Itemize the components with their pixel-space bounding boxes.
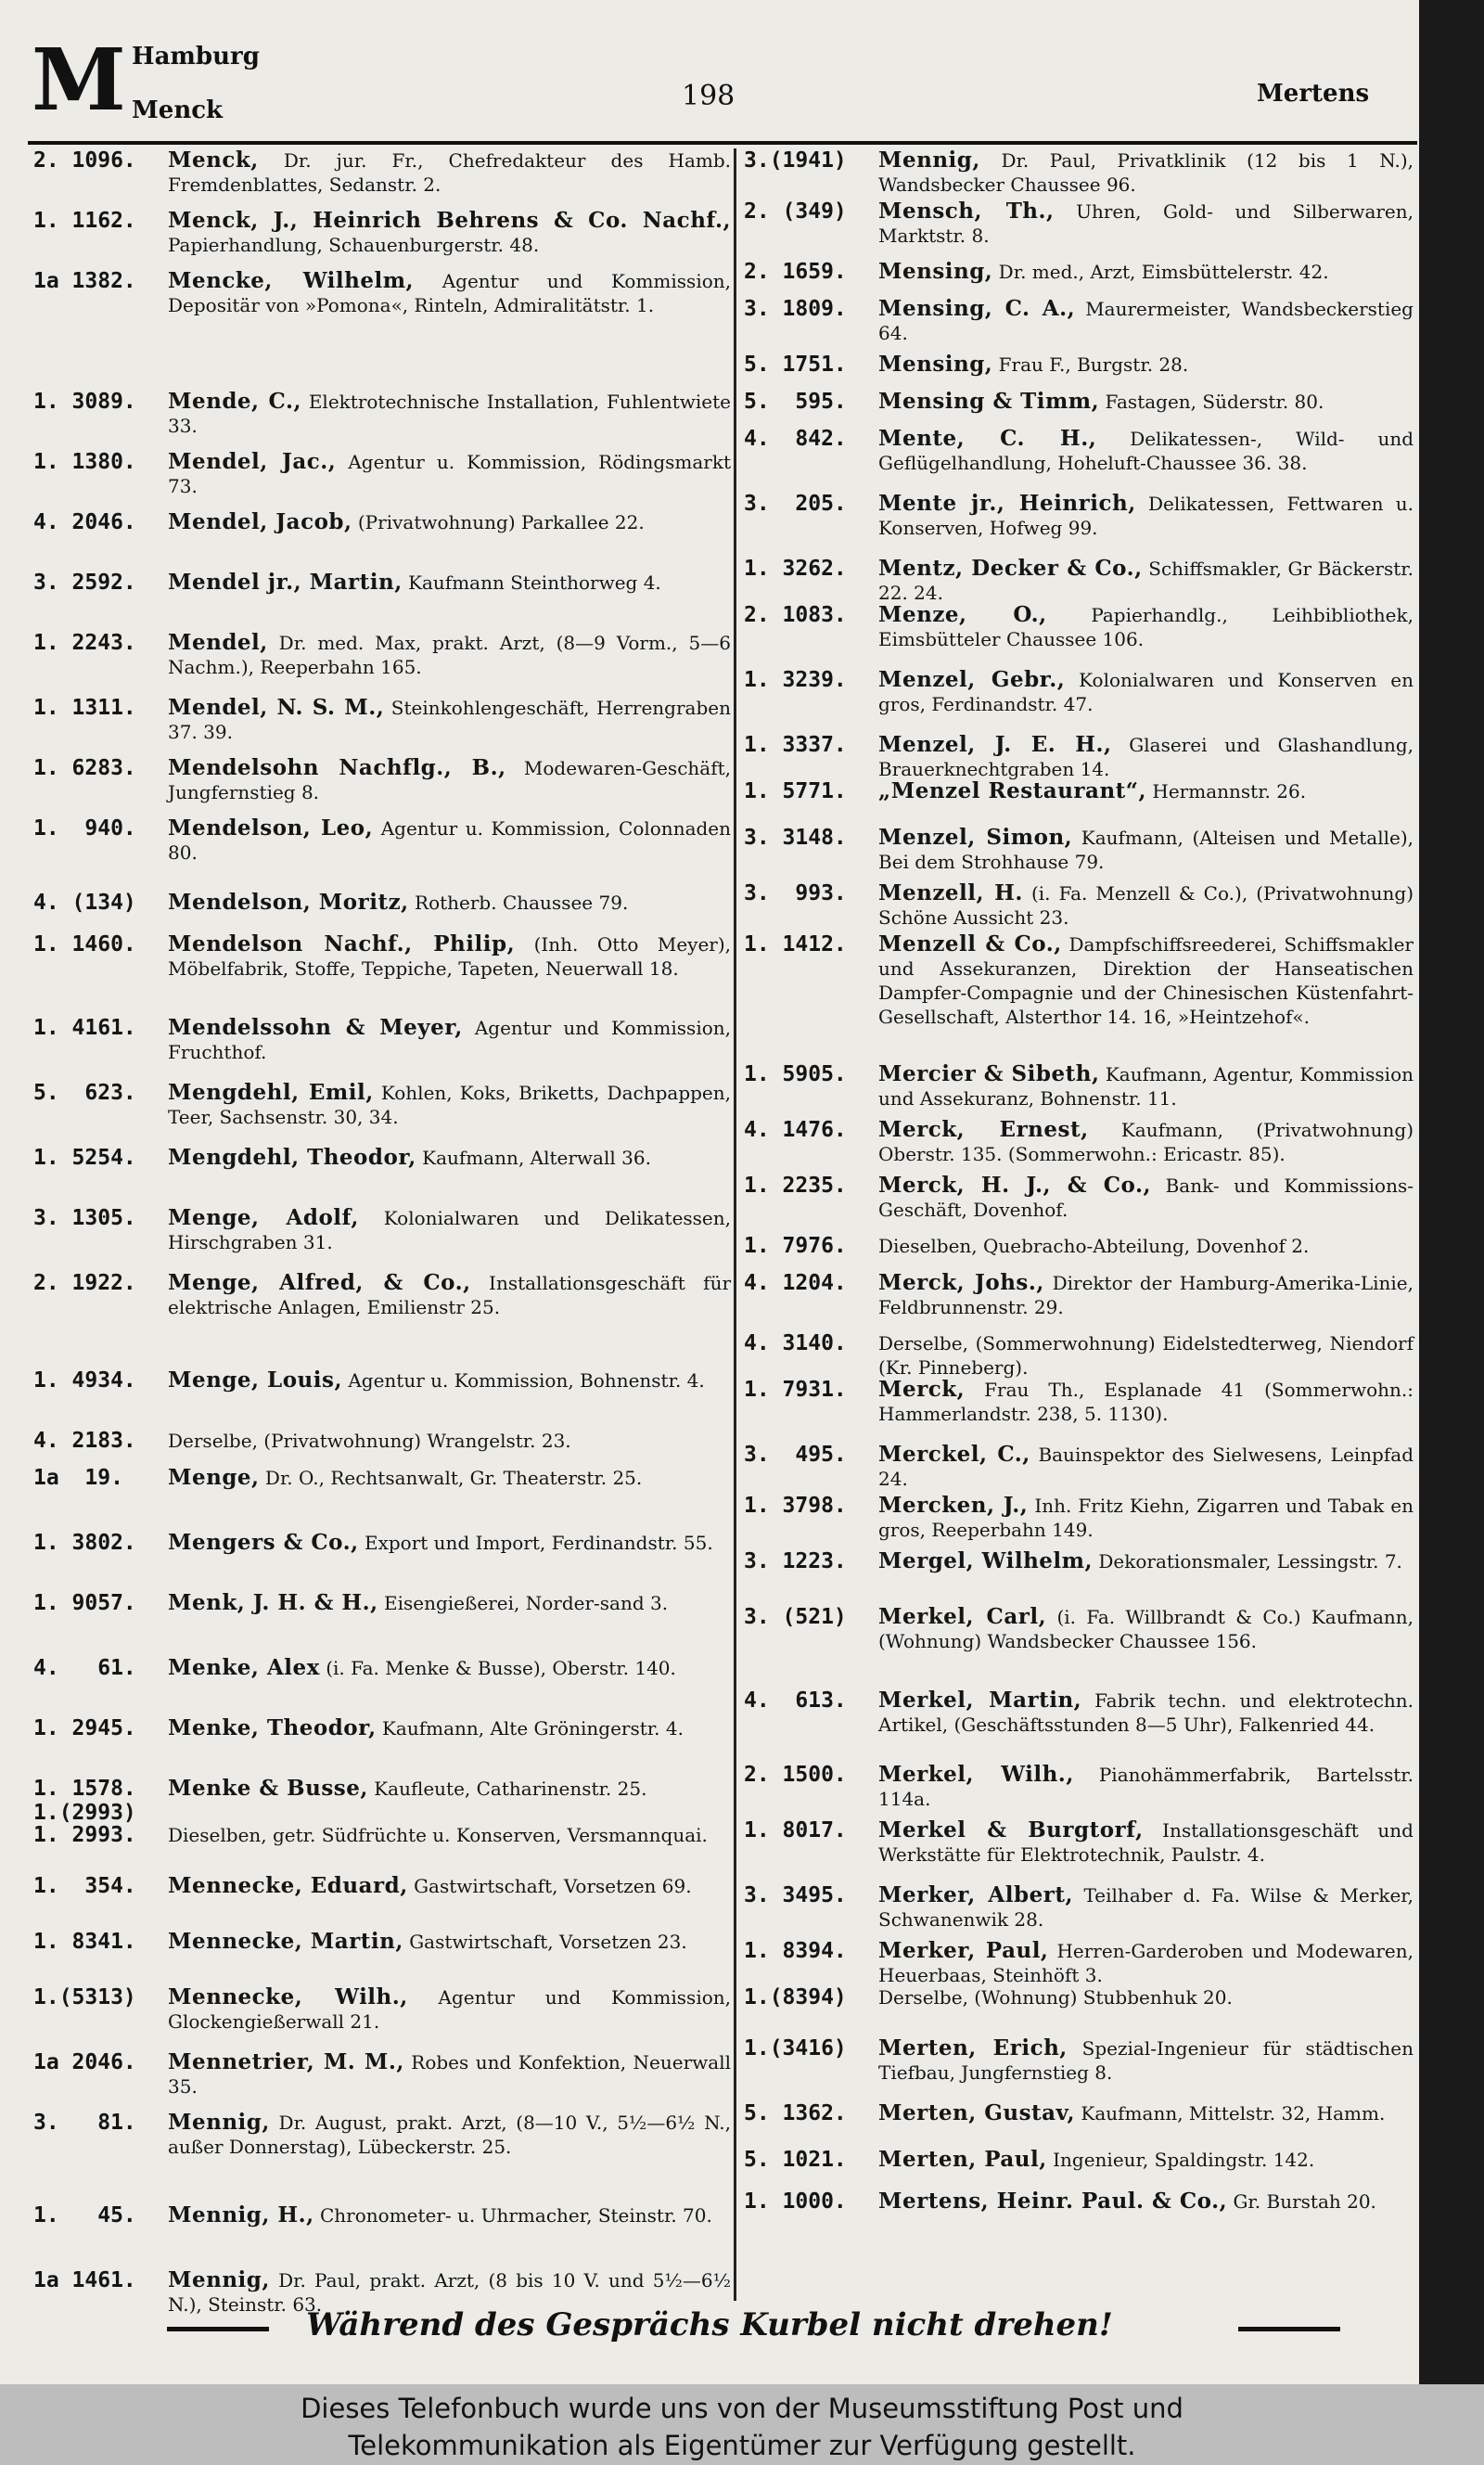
- directory-entry: [33, 891, 731, 915]
- subscriber-details: Papierhandlg., Leihbibliothek, Eimsbütteler Chaussee 106.: [878, 604, 1414, 650]
- subscriber-name: Menzel, J. E. H.,: [878, 732, 1112, 757]
- directory-entry: [33, 1016, 731, 1064]
- directory-entry: [744, 1763, 1414, 1811]
- phone-number: 1. 2235.: [744, 1174, 847, 1198]
- phone-number: 3. 495.: [744, 1443, 847, 1467]
- subscriber-name: Menge, Adolf,: [168, 1205, 359, 1230]
- directory-entry: [33, 390, 731, 438]
- subscriber-name: Mercier & Sibeth,: [878, 1061, 1100, 1086]
- phone-number: 2. 1922.: [33, 1271, 136, 1295]
- subscriber-name: Mennecke, Martin,: [168, 1929, 403, 1954]
- phone-number: 2. 1659.: [744, 260, 847, 284]
- phone-number: 4. 613.: [744, 1688, 847, 1713]
- subscriber-name: Mendel jr., Martin,: [168, 570, 403, 595]
- subscriber-details: Chronometer- u. Uhrmacher, Steinstr. 70.: [319, 2204, 712, 2227]
- subscriber-name: Mensing, C. A.,: [878, 296, 1076, 321]
- subscriber-details: (i. Fa. Menke & Busse), Oberstr. 140.: [326, 1657, 676, 1679]
- subscriber-name: Mennig,: [168, 2110, 270, 2135]
- directory-entry: [744, 2148, 1414, 2172]
- directory-entry: [33, 510, 731, 534]
- subscriber-name: Mensing,: [878, 352, 993, 377]
- subscriber-name: Merkel & Burgtorf,: [878, 1817, 1144, 1842]
- directory-entry: [744, 2189, 1414, 2214]
- directory-entry: [33, 1776, 731, 1825]
- subscriber-name: Merkel, Martin,: [878, 1688, 1082, 1713]
- subscriber-details: Dieselben, Quebracho-Abteilung, Dovenhof 2.: [878, 1235, 1310, 1257]
- subscriber-name: Mennecke, Eduard,: [168, 1873, 408, 1898]
- directory-entry: [744, 826, 1414, 874]
- directory-entry: [744, 1062, 1414, 1111]
- subscriber-name: Mennig,: [168, 2267, 270, 2292]
- directory-entry: [744, 1378, 1414, 1426]
- directory-entry: [33, 148, 731, 197]
- subscriber-details: Dampfschiffsreederei, Schiffsmakler und Assekuranzen, Direktion der Hanseatischen Dampfer-Compagnie und der Chinesischen Küstenfahrt-Gesellschaft, Alsterthor 14. 16, »Heintzehof«.: [878, 933, 1414, 1028]
- phone-number: 1. 4934.: [33, 1368, 136, 1393]
- directory-entry: [744, 1985, 1414, 2009]
- directory-entry: [33, 450, 731, 498]
- directory-entry: [744, 353, 1414, 377]
- subscriber-name: Merten, Gustav,: [878, 2100, 1076, 2125]
- subscriber-details: Kaufmann, Alterwall 36.: [422, 1147, 651, 1169]
- subscriber-name: Mendelson Nachf., Philip,: [168, 931, 516, 956]
- subscriber-details: Dr. med. Max, prakt. Arzt, (8—9 Vorm., 5—6 Nachm.), Reeperbahn 165.: [168, 632, 731, 678]
- phone-number: 4. 61.: [33, 1656, 136, 1680]
- subscriber-name: Merck, H. J., & Co.,: [878, 1173, 1151, 1198]
- subscriber-name: Mentz, Decker & Co.,: [878, 556, 1143, 581]
- subscriber-details: Uhren, Gold- und Silberwaren, Marktstr. 8.: [878, 200, 1414, 247]
- directory-entry: [744, 557, 1414, 605]
- directory-entry: [744, 1818, 1414, 1867]
- phone-number: 5. 1751.: [744, 353, 847, 377]
- directory-entry: [33, 932, 731, 981]
- subscriber-name: „Menzel Restaurant“,: [878, 778, 1147, 803]
- directory-entry: [744, 1605, 1414, 1653]
- subscriber-name: Mencke, Wilhelm,: [168, 268, 415, 293]
- subscriber-name: Mendel,: [168, 630, 268, 655]
- phone-number: 1.(5313): [33, 1985, 136, 2009]
- subscriber-name: Merten, Paul,: [878, 2147, 1047, 2172]
- directory-entry: [744, 1174, 1414, 1222]
- phone-number: 1. 5905.: [744, 1062, 847, 1086]
- subscriber-details: Papierhandlung, Schauenburgerstr. 48.: [168, 234, 540, 256]
- phone-number: 3. 993.: [744, 881, 847, 905]
- subscriber-details: (i. Fa. Willbrandt & Co.) Kaufmann, (Wohnung) Wandsbecker Chaussee 156.: [878, 1606, 1414, 1652]
- directory-entry: [33, 2203, 731, 2227]
- subscriber-details: Dr. Paul, prakt. Arzt, (8 bis 10 V. und 5½—6½ N.), Steinstr. 63.: [168, 2269, 731, 2316]
- directory-entry: [744, 260, 1414, 284]
- subscriber-name: Merckel, C.,: [878, 1442, 1030, 1467]
- subscriber-details: Derselbe, (Wohnung) Stubbenhuk 20.: [878, 1986, 1233, 2009]
- directory-entry: [744, 2101, 1414, 2125]
- subscriber-details: Fastagen, Süderstr. 80.: [1105, 391, 1324, 413]
- subscriber-details: Fabrik techn. und elektrotechn. Artikel, (Geschäftsstunden 8—5 Uhr), Falkenried 44.: [878, 1689, 1414, 1736]
- subscriber-name: Mercken, J.,: [878, 1493, 1029, 1518]
- phone-number: 1. 2243.: [33, 631, 136, 655]
- subscriber-details: Agentur und Kommission, Depositär von »Pomona«, Rinteln, Admiralitätstr. 1.: [168, 270, 731, 316]
- subscriber-name: Mendel, Jacob,: [168, 509, 352, 534]
- phone-number: 1. 354.: [33, 1874, 136, 1898]
- phone-number: 1. 1000.: [744, 2189, 847, 2214]
- directory-entry: [33, 1531, 731, 1555]
- directory-entry: [744, 603, 1414, 651]
- directory-entry: [33, 1146, 731, 1170]
- subscriber-name: Mensch, Th.,: [878, 199, 1055, 224]
- subscriber-details: Installationsgeschäft und Werkstätte für Elektrotechnik, Paulstr. 4.: [878, 1819, 1414, 1866]
- phone-number: 4. 2183.: [33, 1429, 136, 1453]
- subscriber-details: Kaufleute, Catharinenstr. 25.: [374, 1778, 647, 1800]
- subscriber-details: Kolonialwaren und Delikatessen, Hirschgraben 31.: [168, 1207, 732, 1253]
- phone-number: 1. 3802.: [33, 1531, 136, 1555]
- subscriber-name: Menzell & Co.,: [878, 931, 1062, 956]
- subscriber-details: Ingenieur, Spaldingstr. 142.: [1053, 2149, 1315, 2171]
- subscriber-details: Kohlen, Koks, Briketts, Dachpappen, Teer, Sachsenstr. 30, 34.: [168, 1082, 732, 1128]
- phone-number: 2. 1096.: [33, 148, 136, 173]
- subscriber-details: Derselbe, (Sommerwohnung) Eidelstedterweg, Niendorf (Kr. Pinneberg).: [878, 1332, 1414, 1379]
- phone-number: 5. 595.: [744, 390, 847, 414]
- subscriber-name: Menke, Theodor,: [168, 1715, 377, 1740]
- phone-number: 1a 1461.: [33, 2268, 136, 2292]
- directory-entry: [744, 1549, 1414, 1573]
- subscriber-name: Mendelssohn & Meyer,: [168, 1015, 463, 1040]
- phone-number: 1. 1412.: [744, 932, 847, 956]
- directory-entry: [33, 756, 731, 804]
- directory-entry: [744, 1883, 1414, 1932]
- subscriber-details: Agentur u. Kommission, Colonnaden 80.: [168, 817, 732, 864]
- directory-entry: [744, 2036, 1414, 2085]
- subscriber-details: Gastwirtschaft, Vorsetzen 23.: [409, 1931, 687, 1953]
- phone-number: 1. 1460.: [33, 932, 136, 956]
- directory-entry: [33, 1985, 731, 2034]
- subscriber-details: Dr. jur. Fr., Chefredakteur des Hamb. Fremdenblattes, Sedanstr. 2.: [168, 149, 732, 196]
- subscriber-details: Eisengießerei, Norder-sand 3.: [384, 1592, 669, 1614]
- subscriber-name: Merck, Johs.,: [878, 1270, 1044, 1295]
- directory-entry: [33, 1874, 731, 1898]
- directory-entry: [33, 631, 731, 679]
- subscriber-details: Dekorationsmaler, Lessingstr. 7.: [1098, 1550, 1402, 1573]
- directory-entry: [744, 148, 1414, 197]
- directory-entry: [744, 932, 1414, 1029]
- phone-number: 1. 3798.: [744, 1494, 847, 1518]
- phone-number: 1. 7931.: [744, 1378, 847, 1402]
- subscriber-name: Mendelsohn Nachflg., B.,: [168, 755, 506, 780]
- phone-number: 1. 3239.: [744, 668, 847, 692]
- phone-number: 5. 623.: [33, 1081, 136, 1105]
- subscriber-details: Steinkohlengeschäft, Herrengraben 37. 39.: [168, 697, 731, 743]
- subscriber-name: Menge,: [168, 1465, 260, 1490]
- phone-number: 1.(8394): [744, 1985, 847, 2009]
- subscriber-details: Kaufmann Steinthorweg 4.: [408, 571, 661, 594]
- directory-entry: [744, 427, 1414, 475]
- subscriber-details: Glaserei und Glashandlung, Brauerknechtgraben 14.: [878, 734, 1414, 780]
- directory-entry: [744, 1494, 1414, 1542]
- subscriber-name: Mengdehl, Emil,: [168, 1080, 374, 1105]
- subscriber-details: Delikatessen, Fettwaren u. Konserven, Hofweg 99.: [878, 493, 1414, 539]
- phone-number: 1. 2993.: [33, 1823, 136, 1847]
- directory-entry: [744, 1939, 1414, 1987]
- subscriber-details: Spezial-Ingenieur für städtischen Tiefbau, Jungfernstieg 8.: [878, 2037, 1414, 2084]
- subscriber-name: Menke & Busse,: [168, 1776, 368, 1801]
- phone-number: 1. 3262.: [744, 557, 847, 581]
- subscriber-details: Direktor der Hamburg-Amerika-Linie, Feldbrunnenstr. 29.: [878, 1272, 1414, 1318]
- subscriber-name: Mensing,: [878, 259, 993, 284]
- phone-number: 3. 205.: [744, 492, 847, 516]
- subscriber-name: Menck,: [168, 148, 259, 173]
- subscriber-details: Dr. August, prakt. Arzt, (8—10 V., 5½—6½ N., außer Donnerstag), Lübeckerstr. 25.: [168, 2112, 732, 2158]
- subscriber-name: Merkel, Carl,: [878, 1604, 1047, 1629]
- directory-entry: [33, 1823, 731, 1847]
- subscriber-name: Mennecke, Wilh.,: [168, 1984, 408, 2009]
- directory-entry: [33, 1466, 731, 1490]
- directory-entry: [744, 297, 1414, 345]
- phone-number: 5. 1362.: [744, 2101, 847, 2125]
- header-rule: [28, 141, 1417, 145]
- phone-number: 4. 842.: [744, 427, 847, 451]
- directory-entry: [744, 1118, 1414, 1166]
- subscriber-details: Installationsgeschäft für elektrische Anlagen, Emilienstr 25.: [168, 1272, 732, 1318]
- subscriber-name: Menzell, H.: [878, 880, 1023, 905]
- subscriber-details: Herren-Garderoben und Modewaren, Heuerbaas, Steinhöft 3.: [878, 1940, 1414, 1986]
- directory-entry: [744, 779, 1414, 803]
- directory-entry: [33, 269, 731, 317]
- subscriber-details: Kaufmann, (Privatwohnung) Oberstr. 135. (Sommerwohn.: Ericastr. 85).: [878, 1119, 1414, 1165]
- subscriber-name: Mergel, Wilhelm,: [878, 1548, 1094, 1573]
- header-first-entry: Menck: [132, 96, 224, 124]
- subscriber-details: (i. Fa. Menzell & Co.), (Privatwohnung) Schöne Aussicht 23.: [878, 882, 1414, 929]
- adjacent-page-edge: [1419, 0, 1484, 2384]
- phone-number: 3. (521): [744, 1605, 847, 1629]
- directory-entry: [33, 1206, 731, 1254]
- subscriber-details: Agentur u. Kommission, Bohnenstr. 4.: [348, 1369, 705, 1392]
- subscriber-details: Kaufmann, Agentur, Kommission und Assekuranz, Bohnenstr. 11.: [878, 1063, 1414, 1110]
- subscriber-details: Kaufmann, Alte Gröningerstr. 4.: [381, 1717, 684, 1740]
- subscriber-details: Gastwirtschaft, Vorsetzen 69.: [414, 1875, 692, 1897]
- subscriber-details: Kolonialwaren und Konserven en gros, Ferdinandstr. 47.: [878, 669, 1414, 715]
- subscriber-details: Bank- und Kommissions-Geschäft, Dovenhof.: [878, 1175, 1414, 1221]
- phone-number: 1. 8017.: [744, 1818, 847, 1842]
- subscriber-details: Maurermeister, Wandsbeckerstieg 64.: [878, 298, 1414, 344]
- subscriber-details: Dr. O., Rechtsanwalt, Gr. Theaterstr. 25.: [264, 1467, 643, 1489]
- phone-number: 4. 1476.: [744, 1118, 847, 1142]
- subscriber-details: Rotherb. Chaussee 79.: [415, 892, 629, 914]
- subscriber-details: Frau F., Burgstr. 28.: [998, 353, 1189, 376]
- subscriber-name: Mennig,: [878, 148, 980, 173]
- phone-number: 3. 3495.: [744, 1883, 847, 1907]
- phone-number: 2. 1500.: [744, 1763, 847, 1787]
- subscriber-name: Mendelson, Leo,: [168, 815, 374, 841]
- subscriber-name: Mendel, N. S. M.,: [168, 695, 385, 720]
- directory-entry: [33, 2050, 731, 2099]
- directory-entry: [33, 1271, 731, 1319]
- directory-entry: [33, 209, 731, 257]
- subscriber-details: Elektrotechnische Installation, Fuhlentwiete 33.: [168, 391, 731, 437]
- subscriber-details: Frau Th., Esplanade 41 (Sommerwohn.: Hammerlandstr. 238, 5. 1130).: [878, 1379, 1414, 1425]
- directory-entry: [33, 2111, 731, 2159]
- phone-number: 1. 5254.: [33, 1146, 136, 1170]
- directory-entry: [33, 571, 731, 595]
- subscriber-details: Export und Import, Ferdinandstr. 55.: [365, 1532, 713, 1554]
- subscriber-name: Mertens, Heinr. Paul. & Co.,: [878, 2189, 1228, 2214]
- subscriber-name: Merten, Erich,: [878, 2035, 1068, 2061]
- header-last-entry: Mertens: [1257, 80, 1370, 108]
- phone-number: 4. (134): [33, 891, 136, 915]
- subscriber-name: Menzel, Simon,: [878, 825, 1073, 850]
- subscriber-name: Mente jr., Heinrich,: [878, 491, 1136, 516]
- phone-number: 1a 1382.: [33, 269, 136, 293]
- phone-number: 2. (349): [744, 199, 847, 224]
- subscriber-details: Agentur und Kommission, Glockengießerwall 21.: [168, 1986, 731, 2033]
- phone-number: 3. 1809.: [744, 297, 847, 321]
- phone-number: 3. 3148.: [744, 826, 847, 850]
- subscriber-details: Dieselben, getr. Südfrüchte u. Konserven, Versmannquai.: [168, 1824, 708, 1846]
- subscriber-name: Merck,: [878, 1377, 966, 1402]
- directory-entry: [744, 1443, 1414, 1491]
- phone-number: 1a 19.: [33, 1466, 123, 1490]
- phone-number: 1. 1311.: [33, 696, 136, 720]
- directory-entry: [744, 199, 1414, 248]
- directory-entry: [33, 1716, 731, 1740]
- subscriber-details: Inh. Fritz Kiehn, Zigarren und Tabak en gros, Reeperbahn 149.: [878, 1495, 1414, 1541]
- directory-entry: [744, 1331, 1414, 1380]
- subscriber-name: Menzel, Gebr.,: [878, 667, 1066, 692]
- subscriber-details: Kaufmann, (Alteisen und Metalle), Bei dem Strohhause 79.: [878, 827, 1414, 873]
- directory-entry: [33, 1429, 731, 1453]
- phone-number: 3. 1223.: [744, 1549, 847, 1573]
- subscriber-name: Menge, Alfred, & Co.,: [168, 1270, 471, 1295]
- subscriber-name: Mende, C.,: [168, 389, 301, 414]
- subscriber-name: Mendelson, Moritz,: [168, 890, 409, 915]
- header-city: Hamburg: [132, 43, 260, 71]
- subscriber-details: (Privatwohnung) Parkallee 22.: [357, 511, 645, 533]
- subscriber-name: Merkel, Wilh.,: [878, 1762, 1074, 1787]
- directory-entry: [33, 816, 731, 865]
- subscriber-details: Teilhaber d. Fa. Wilse & Merker, Schwanenwik 28.: [878, 1884, 1414, 1931]
- footer-motto: Während des Gesprächs Kurbel nicht drehen!: [306, 2306, 1113, 2343]
- directory-entry: [33, 1591, 731, 1615]
- phone-number: 4. 3140.: [744, 1331, 847, 1355]
- phone-number: 1. 2945.: [33, 1716, 136, 1740]
- subscriber-details: Bauinspektor des Sielwesens, Leinpfad 24.: [878, 1444, 1414, 1490]
- subscriber-details: Dr. med., Arzt, Eimsbüttelerstr. 42.: [998, 261, 1329, 283]
- directory-entry: [33, 1656, 731, 1680]
- phone-number: 1. 3089.: [33, 390, 136, 414]
- subscriber-name: Mengdehl, Theodor,: [168, 1145, 416, 1170]
- subscriber-details: Derselbe, (Privatwohnung) Wrangelstr. 23.: [168, 1430, 571, 1452]
- section-letter: M: [32, 30, 126, 130]
- phone-number: 1. 1578. 1.(2993): [33, 1777, 136, 1825]
- phone-number: 1. 7976.: [744, 1234, 847, 1258]
- directory-entry: [744, 733, 1414, 781]
- phone-number: 1. 8394.: [744, 1939, 847, 1963]
- directory-entry: [33, 1930, 731, 1954]
- phone-number: 1. 6283.: [33, 756, 136, 780]
- archive-caption: [0, 2384, 1484, 2465]
- phone-number: 4. 1204.: [744, 1271, 847, 1295]
- directory-entry: [744, 881, 1414, 930]
- directory-entry: [744, 668, 1414, 716]
- subscriber-details: Modewaren-Geschäft, Jungfernstieg 8.: [168, 757, 731, 803]
- directory-entry: [744, 492, 1414, 540]
- subscriber-details: Delikatessen-, Wild- und Geflügelhandlung, Hoheluft-Chaussee 36. 38.: [878, 428, 1414, 474]
- subscriber-details: Robes und Konfektion, Neuerwall 35.: [168, 2051, 731, 2098]
- directory-entry: [744, 390, 1414, 414]
- subscriber-details: Gr. Burstah 20.: [1233, 2190, 1376, 2213]
- phone-number: 1. 8341.: [33, 1930, 136, 1954]
- directory-entry: [744, 1271, 1414, 1319]
- directory-entry: [744, 1688, 1414, 1737]
- subscriber-name: Menge, Louis,: [168, 1367, 342, 1393]
- subscriber-name: Merck, Ernest,: [878, 1117, 1089, 1142]
- phone-number: 4. 2046.: [33, 510, 136, 534]
- subscriber-name: Menck, J., Heinrich Behrens & Co. Nachf.,: [168, 208, 731, 233]
- phone-number: 3. 1305.: [33, 1206, 136, 1230]
- phone-number: 1. 1380.: [33, 450, 136, 474]
- phone-number: 1. 45.: [33, 2203, 136, 2227]
- phone-number: 1. 1162.: [33, 209, 136, 233]
- subscriber-details: Kaufmann, Mittelstr. 32, Hamm.: [1081, 2102, 1386, 2125]
- motto-rule-right: [1238, 2327, 1340, 2331]
- directory-entry: [33, 1368, 731, 1393]
- subscriber-details: (Inh. Otto Meyer), Möbelfabrik, Stoffe, Teppiche, Tapeten, Neuerwall 18.: [168, 933, 732, 980]
- subscriber-details: Agentur und Kommission, Fruchthof.: [168, 1017, 732, 1063]
- column-divider: [734, 148, 736, 2301]
- phone-number: 1. 4161.: [33, 1016, 136, 1040]
- phone-number: 1. 940.: [33, 816, 136, 841]
- phone-number: 1. 3337.: [744, 733, 847, 757]
- directory-entry: [33, 696, 731, 744]
- subscriber-details: Dr. Paul, Privatklinik (12 bis 1 N.), Wandsbecker Chaussee 96.: [878, 149, 1414, 196]
- phone-number: 3. 2592.: [33, 571, 136, 595]
- subscriber-name: Menze, O.,: [878, 602, 1047, 627]
- subscriber-name: Mengers & Co.,: [168, 1530, 359, 1555]
- subscriber-name: Menk, J. H. & H.,: [168, 1590, 378, 1615]
- directory-entry: [744, 1234, 1414, 1258]
- page-number: 198: [682, 80, 736, 112]
- subscriber-name: Mendel, Jac.,: [168, 449, 337, 474]
- subscriber-details: Pianohämmerfabrik, Bartelsstr. 114a.: [878, 1764, 1414, 1810]
- caption-line-2: Telekommunikation als Eigentümer zur Verfügung gestellt.: [348, 2430, 1136, 2461]
- subscriber-details: Hermannstr. 26.: [1152, 780, 1307, 802]
- caption-line-1: Dieses Telefonbuch wurde uns von der Museumsstiftung Post und: [301, 2393, 1183, 2424]
- subscriber-name: Mennetrier, M. M.,: [168, 2049, 404, 2074]
- subscriber-name: Mensing & Timm,: [878, 389, 1100, 414]
- phone-number: 1.(3416): [744, 2036, 847, 2061]
- subscriber-details: Schiffsmakler, Gr Bäckerstr. 22. 24.: [878, 558, 1414, 604]
- subscriber-name: Merker, Paul,: [878, 1938, 1049, 1963]
- phone-number: 2. 1083.: [744, 603, 847, 627]
- subscriber-details: Agentur u. Kommission, Rödingsmarkt 73.: [168, 451, 732, 497]
- subscriber-name: Mente, C. H.,: [878, 426, 1097, 451]
- directory-entry: [33, 1081, 731, 1129]
- phone-number: 3. 81.: [33, 2111, 136, 2135]
- subscriber-name: Menke, Alex: [168, 1655, 320, 1680]
- phone-number: 1. 5771.: [744, 779, 847, 803]
- phone-number: 5. 1021.: [744, 2148, 847, 2172]
- phone-number: 3.(1941): [744, 148, 847, 173]
- phone-number: 1. 9057.: [33, 1591, 136, 1615]
- subscriber-name: Merker, Albert,: [878, 1882, 1073, 1907]
- subscriber-name: Mennig, H.,: [168, 2202, 314, 2227]
- phone-number: 1a 2046.: [33, 2050, 136, 2074]
